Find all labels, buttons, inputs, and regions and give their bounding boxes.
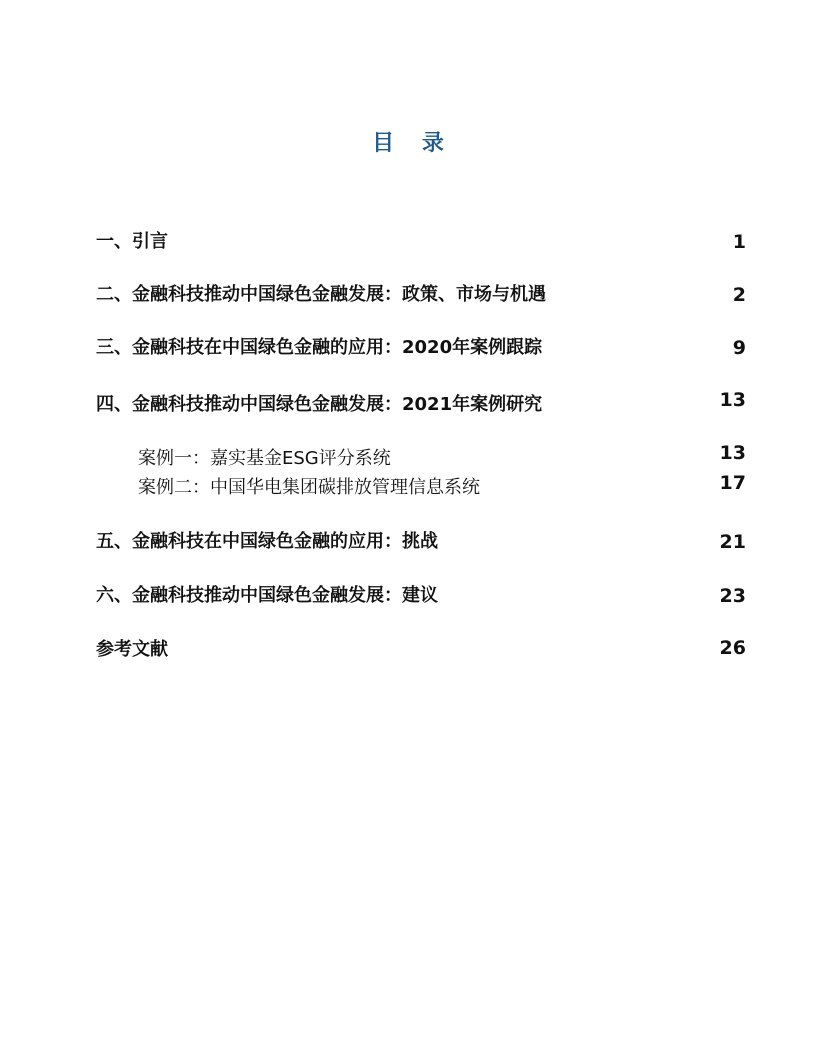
- toc-entry-label: 一、引言: [96, 231, 168, 252]
- toc-entry-label: 六、金融科技推动中国绿色金融发展：建议: [96, 585, 438, 606]
- toc-entry-references[interactable]: [96, 636, 746, 664]
- toc-entry-page: 23: [719, 585, 746, 607]
- toc-entry-page: 21: [719, 531, 746, 553]
- toc-entry-introduction[interactable]: [96, 228, 746, 256]
- toc-entry-page: 17: [719, 472, 746, 494]
- toc-entry-label: 四、金融科技推动中国绿色金融发展：2021年案例研究: [96, 394, 543, 415]
- toc-entry-section-4[interactable]: [96, 388, 746, 416]
- toc-entry-label: 参考文献: [96, 639, 168, 660]
- toc-entry-page: 26: [719, 637, 746, 659]
- toc-entry-label: 案例二：中国华电集团碳排放管理信息系统: [138, 477, 480, 498]
- toc-entry-section-6[interactable]: [96, 582, 746, 610]
- toc-entry-case-2[interactable]: [96, 472, 746, 500]
- toc-entry-label: 二、金融科技推动中国绿色金融发展：政策、市场与机遇: [96, 284, 546, 305]
- toc-entry-page: 1: [732, 231, 746, 253]
- toc-entry-section-5[interactable]: [96, 528, 746, 556]
- toc-entry-section-2[interactable]: [96, 281, 746, 309]
- toc-entry-page: 2: [732, 284, 746, 306]
- toc-entry-label: 五、金融科技在中国绿色金融的应用：挑战: [96, 531, 438, 552]
- toc-entry-label: 案例一：嘉实基金ESG评分系统: [138, 448, 391, 469]
- toc-entry-label: 三、金融科技在中国绿色金融的应用：2020年案例跟踪: [96, 337, 543, 358]
- toc-entry-section-3[interactable]: [96, 334, 746, 362]
- toc-entry-page: 13: [719, 442, 746, 464]
- toc-title: 目 录: [372, 131, 454, 156]
- toc-entry-page: 13: [719, 389, 746, 411]
- toc-entry-page: 9: [732, 337, 746, 359]
- toc-entry-case-1[interactable]: [96, 442, 746, 470]
